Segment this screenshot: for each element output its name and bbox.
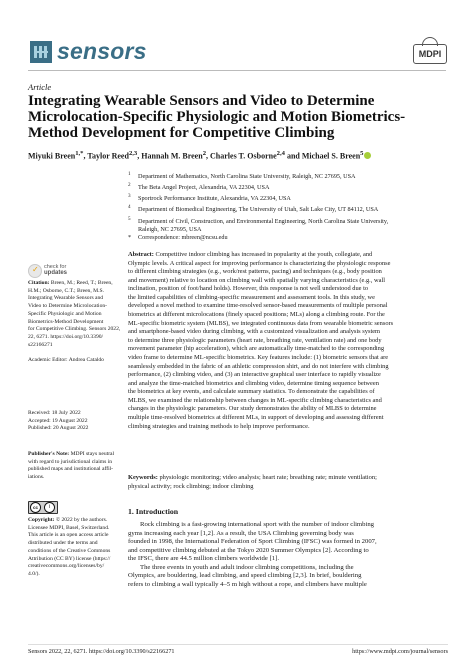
copyright-notice: Copyright: © 2022 by the authors. Licensee MDPI, Basel, Switzerland. This article is an open access article distributed under the terms and conditions of the Creative Commons Attribution (CC BY) license (https:// creativecommons.org/licenses/by/ 4.0/).	[28, 517, 111, 577]
author-list: Miyuki Breen$^{1,*}$, Taylor Reed$^{2,3}$, Hannah M. Breen$^2$, Charles T. Osborne$^{2,4}$ and Michael S. Breen$^5$	[28, 150, 371, 161]
published-date: Published: 20 August 2022	[28, 425, 89, 432]
journal-name[interactable]: sensors	[57, 38, 147, 64]
publication-dates	[28, 410, 122, 433]
article-title: Integrating Wearable Sensors and Video to Determine Microlocation-Specific Physiologic and Motion Biometrics-Method Development for Competitive Climbing	[28, 93, 406, 141]
affiliations	[128, 170, 448, 242]
section-heading: 1. Introduction	[128, 507, 179, 516]
publisher-logo[interactable]: MDPI	[413, 44, 447, 64]
affiliation-item: $^4$ Department of Biomedical Engineering, The University of Utah, Salt Lake City, UT 84112, USA	[128, 204, 379, 214]
affiliation-item: $^1$ Department of Mathematics, North Carolina State University, Raleigh, NC 27695, USA	[128, 171, 356, 181]
author-affil-mark: 2	[202, 150, 207, 157]
author-name[interactable]: Michael S. Breen	[301, 151, 361, 161]
author-name[interactable]: Charles T. Osborne	[210, 151, 277, 161]
received-date: Received: 18 July 2022	[28, 410, 81, 416]
accepted-date: Accepted: 19 August 2022	[28, 417, 88, 424]
author-affil-mark: 2,3	[128, 150, 138, 157]
affiliation-item: Raleigh, NC 27695, USA	[138, 225, 202, 233]
author-affil-mark: 1,*	[75, 150, 84, 157]
journal-logo-icon	[30, 41, 52, 63]
affiliation-item: $^2$ The Beta Angel Project, Alexandria, VA 22304, USA	[128, 182, 270, 192]
header-divider	[28, 70, 446, 71]
affiliation-item: $^3$ Sportrock Performance Institute, Alexandria, VA 22304, USA	[128, 193, 291, 203]
keywords-label: Keywords:	[128, 474, 158, 481]
footer-citation[interactable]: Sensors 2022, 22, 6271. https://doi.org/10.3390/s22166271	[28, 648, 175, 655]
correspondence: * Correspondence: mbreen@ncsu.edu	[128, 233, 228, 241]
author-name[interactable]: Miyuki Breen	[28, 151, 76, 161]
author-affil-mark: 5	[360, 150, 364, 157]
footer-journal-url[interactable]: https://www.mdpi.com/journal/sensors	[352, 648, 448, 655]
abstract-label: Abstract:	[128, 251, 154, 258]
citation-block: Citation: Breen, M.; Reed, T.; Breen, H.M.; Osborne, C.T.; Breen, M.S. Integrating Wearable Sensors and Video to Determine Microlocation- Specific Physiologic and Motion Biometrics-Method Development for Competitive Climbing. Sensors 2022, 22, 6271. https://doi.org/10.3390/ s22166271 Academic Editor: Andrea Cataldo	[28, 280, 121, 364]
cc-by-license-icon[interactable]: cc i	[28, 501, 58, 514]
academic-editor: Academic Editor: Andrea Cataldo	[28, 357, 104, 364]
update-check-icon: ✓	[28, 264, 42, 278]
introduction-text: Rock climbing is a fast-growing international sport with the number of indoor climbing gyms increasing each year [1,2]. As a result, the USA Climbing governing body was founded in 1998, the International Federation of Sport Climbing (IFSC) was formed in 2007, and competitive climbing debuted at the Tokyo 2020 Summer Olympics [2]. According to the IFSC, there are 44.5 million climbers worldwide [1]. The three events in youth and adult indoor climbing competitions, including the Olympics, are bouldering, lead climbing, and speed climbing [2,3]. In brief, bouldering refers to climbing a wall typically 4–5 m high without a rope, and climbers have multiple	[128, 521, 377, 588]
author-name[interactable]: Taylor Reed	[87, 151, 129, 161]
author-name[interactable]: Hannah M. Breen	[141, 151, 203, 161]
author-affil-mark: 2,4	[276, 150, 285, 157]
abstract: Abstract: Competitive indoor climbing has increased in popularity at the youth, collegiate, and Olympic levels. A critical aspect for improving performance is characterizing the physiologic response to different climbing strategies (e.g., work/rest patterns, pacing) and techniques (e.g., body position and movement) relative to location on climbing wall with spatially varying characteristics (e.g., wall inclination, position of foot/hand holds). However, this response is not well understood due to the limited capabilities of climbing-specific measurement and assessment tools. In this study, we developed a novel method to examine time-resolved sensor-based measurements of multiple personal biometrics at different microlocations (finely spaced positions; MLs) along a climbing route. For the ML-specific biometric system (MLBS), we integrated continuous data from wearable biometric sensors and smartphone-based video during climbing, with a customized visualization and analysis system to determine three physiologic parameters (heart rate, breathing rate, ventilation rate) and one body movement parameter (hip acceleration), which are automatically time-matched to the corresponding video frame to determine ML-specific biometrics. Key features include: (1) biometric sensors that are seamlessly embedded in the fabric of an athletic compression shirt, and do not interfere with climbing performance, (2) climbing video, and (3) an interactive graphical user interface to rapidly visualize and analyze the time-matched biometrics and climbing video, determine timing sequence between the biometrics at key events, and calculate summary statistics. To demonstrate the capabilities of MLBS, we examined the relationship between changes in ML-specific climbing characteristics and changes in the physiologic parameters. Our study demonstrates the ability of MLBS to determine multiple time-resolved biometrics at different MLs, in support of developing and assessing different climbing strategies and training methods to help improve performance.	[128, 251, 394, 430]
publisher-note: Publisher's Note: MDPI stays neutral with regard to jurisdictional claims in published maps and institutional affil- iations.	[28, 451, 115, 481]
keywords: Keywords: physiologic monitoring; video analysis; heart rate; breathing rate; minute ventilation; physical activity; rock climbing; indoor climbing	[128, 474, 377, 490]
footer-divider	[28, 644, 448, 645]
orcid-icon[interactable]	[364, 152, 371, 159]
affiliation-item: $^5$ Department of Civil, Construction, and Environmental Engineering, North Carolina State University,	[128, 215, 389, 225]
article-type: Article	[28, 82, 52, 92]
